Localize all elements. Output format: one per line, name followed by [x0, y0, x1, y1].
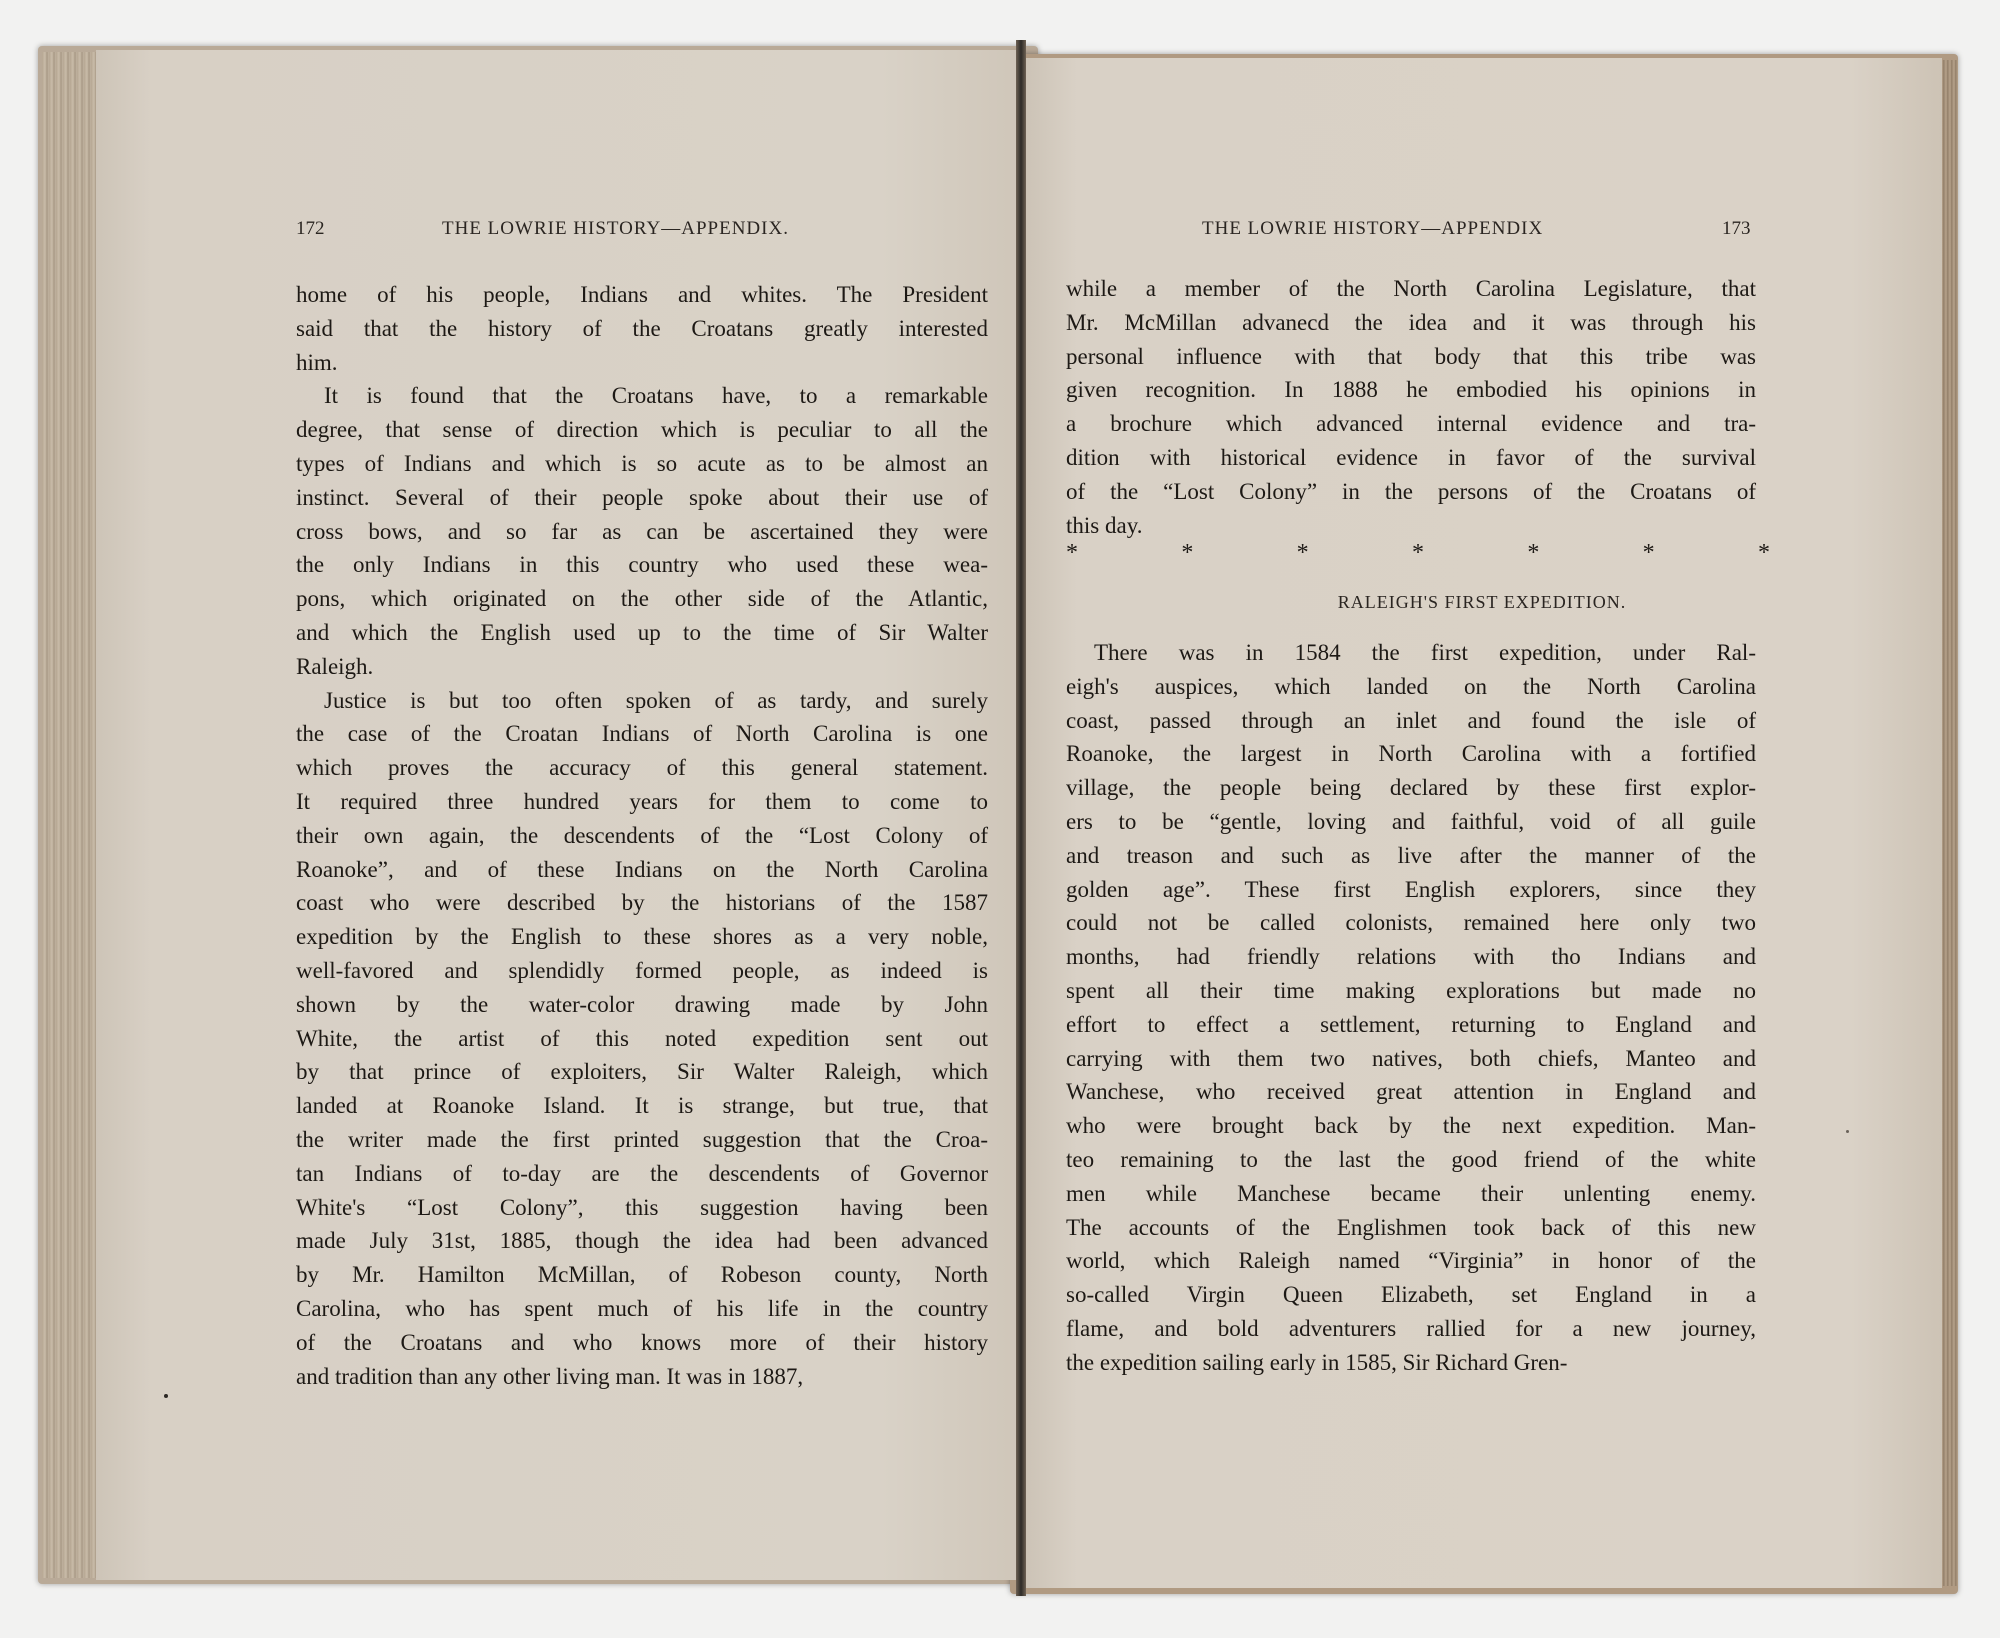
right-page-stack	[1940, 60, 1958, 1586]
text-line: It is found that the Croatans have, to a remarkable	[324, 383, 988, 409]
text-line: White's “Lost Colony”, this suggestion having been	[296, 1194, 988, 1220]
divider-star: *	[1411, 540, 1424, 566]
text-line: who were brought back by the next expedition. Man-	[1066, 1113, 1756, 1139]
divider-star: *	[1181, 540, 1194, 566]
text-line: could not be called colonists, remained here only two	[1066, 910, 1756, 936]
left-page-text	[296, 278, 988, 1393]
text-line: village, the people being declared by these first explor-	[1066, 775, 1756, 801]
divider-star: *	[1642, 540, 1655, 566]
text-line: landed at Roanoke Island. It is strange, but true, that	[296, 1093, 988, 1119]
text-line: while a member of the North Carolina Legislature, that	[1066, 276, 1756, 301]
text-line: There was in 1584 the first expedition, under Ral-	[1094, 640, 1756, 665]
text-line: tan Indians of to-day are the descendents of Governor	[296, 1160, 988, 1186]
text-line: personal influence with that body that this tribe was	[1066, 343, 1756, 369]
text-line: coast who were described by the historians of the 1587	[296, 890, 988, 916]
text-line: the only Indians in this country who used these wea-	[296, 552, 988, 578]
paper-speck	[1846, 1130, 1849, 1133]
text-line: by that prince of exploiters, Sir Walter Raleigh, which	[296, 1059, 988, 1085]
text-line: well-favored and splendidly formed people, as indeed is	[296, 957, 988, 983]
divider-star: *	[1527, 540, 1540, 566]
section-divider-stars	[1066, 540, 1770, 567]
text-line: of the “Lost Colony” in the persons of the Croatans of	[1066, 478, 1756, 504]
text-line: home of his people, Indians and whites. The President	[296, 282, 988, 307]
divider-star: *	[1757, 540, 1770, 566]
text-line: degree, that sense of direction which is peculiar to all the	[296, 417, 988, 443]
text-line: types of Indians and which is so acute as to be almost an	[296, 450, 988, 476]
text-line: golden age”. These first English explorers, since they	[1066, 876, 1756, 902]
section-title: RALEIGH'S FIRST EXPEDITION.	[1337, 592, 1627, 612]
text-line: expedition by the English to these shores as a very noble,	[296, 924, 988, 950]
left-page-number: 172	[296, 218, 325, 239]
paper-speck	[164, 1394, 168, 1398]
text-line: effort to effect a settlement, returning to England and	[1066, 1011, 1756, 1037]
right-page-number: 173	[1722, 218, 1751, 239]
text-line: ers to be “gentle, loving and faithful, void of all guile	[1066, 808, 1756, 834]
divider-star: *	[1066, 540, 1078, 566]
text-line: instinct. Several of their people spoke about their use of	[296, 484, 988, 510]
text-line: the case of the Croatan Indians of North Carolina is one	[296, 721, 988, 747]
left-running-head: THE LOWRIE HISTORY—APPENDIX.	[442, 218, 789, 239]
text-line: Carolina, who has spent much of his life in the country	[296, 1295, 988, 1321]
text-line: months, had friendly relations with tho Indians and	[1066, 944, 1756, 970]
text-line: dition with historical evidence in favor of the survival	[1066, 444, 1756, 470]
text-line: teo remaining to the last the good friend of the white	[1066, 1146, 1756, 1172]
text-line: so-called Virgin Queen Elizabeth, set England in a	[1066, 1282, 1756, 1308]
text-line: The accounts of the Englishmen took back of this new	[1066, 1214, 1756, 1240]
text-line: Mr. McMillan advanecd the idea and it was through his	[1066, 309, 1756, 335]
text-line: White, the artist of this noted expedition sent out	[296, 1025, 988, 1051]
text-line: spent all their time making explorations but made no	[1066, 977, 1756, 1003]
text-line: this day.	[1066, 512, 1143, 538]
text-line: Roanoke”, and of these Indians on the North Carolina	[296, 856, 988, 882]
text-line: cross bows, and so far as can be ascertained they were	[296, 518, 988, 544]
text-line: Justice is but too often spoken of as tardy, and surely	[324, 687, 988, 713]
right-page-body-text	[1066, 636, 1756, 1380]
text-line: Raleigh.	[296, 653, 374, 679]
text-line: by Mr. Hamilton McMillan, of Robeson county, North	[296, 1262, 988, 1288]
text-line: carrying with them two natives, both chiefs, Manteo and	[1066, 1045, 1756, 1071]
text-line: eigh's auspices, which landed on the North Carolina	[1066, 673, 1756, 699]
text-line: pons, which originated on the other side of the Atlantic,	[296, 586, 988, 612]
text-line: coast, passed through an inlet and found the isle of	[1066, 707, 1756, 733]
text-line: world, which Raleigh named “Virginia” in honor of the	[1066, 1248, 1756, 1274]
text-line: of the Croatans and who knows more of their history	[296, 1329, 988, 1355]
divider-star: *	[1296, 540, 1309, 566]
left-page-stack	[42, 52, 98, 1578]
text-line: shown by the water-color drawing made by John	[296, 991, 988, 1017]
right-page-top-text	[1066, 272, 1756, 542]
text-line: him.	[296, 349, 338, 375]
text-line: Wanchese, who received great attention in England and	[1066, 1079, 1756, 1105]
text-line: and which the English used up to the time of Sir Walter	[296, 619, 988, 645]
text-line: the expedition sailing early in 1585, Sir Richard Gren-	[1066, 1349, 1568, 1375]
text-line: given recognition. In 1888 he embodied his opinions in	[1066, 377, 1756, 403]
text-line: men while Manchese became their unlenting enemy.	[1066, 1180, 1756, 1206]
text-line: and tradition than any other living man. It was in 1887,	[296, 1363, 804, 1389]
right-running-head: THE LOWRIE HISTORY—APPENDIX	[1202, 218, 1544, 239]
text-line: the writer made the first printed suggestion that the Croa-	[296, 1126, 988, 1152]
book-gutter	[1016, 40, 1026, 1596]
text-line: which proves the accuracy of this general statement.	[296, 755, 988, 781]
text-line: a brochure which advanced internal evidence and tra-	[1066, 411, 1756, 437]
text-line: and treason and such as live after the manner of the	[1066, 842, 1756, 868]
text-line: said that the history of the Croatans greatly interested	[296, 315, 988, 341]
text-line: It required three hundred years for them to come to	[296, 788, 988, 814]
text-line: their own again, the descendents of the “Lost Colony of	[296, 822, 988, 848]
text-line: flame, and bold adventurers rallied for a new journey,	[1066, 1315, 1756, 1341]
text-line: made July 31st, 1885, though the idea had been advanced	[296, 1228, 988, 1254]
text-line: Roanoke, the largest in North Carolina with a fortified	[1066, 741, 1756, 767]
